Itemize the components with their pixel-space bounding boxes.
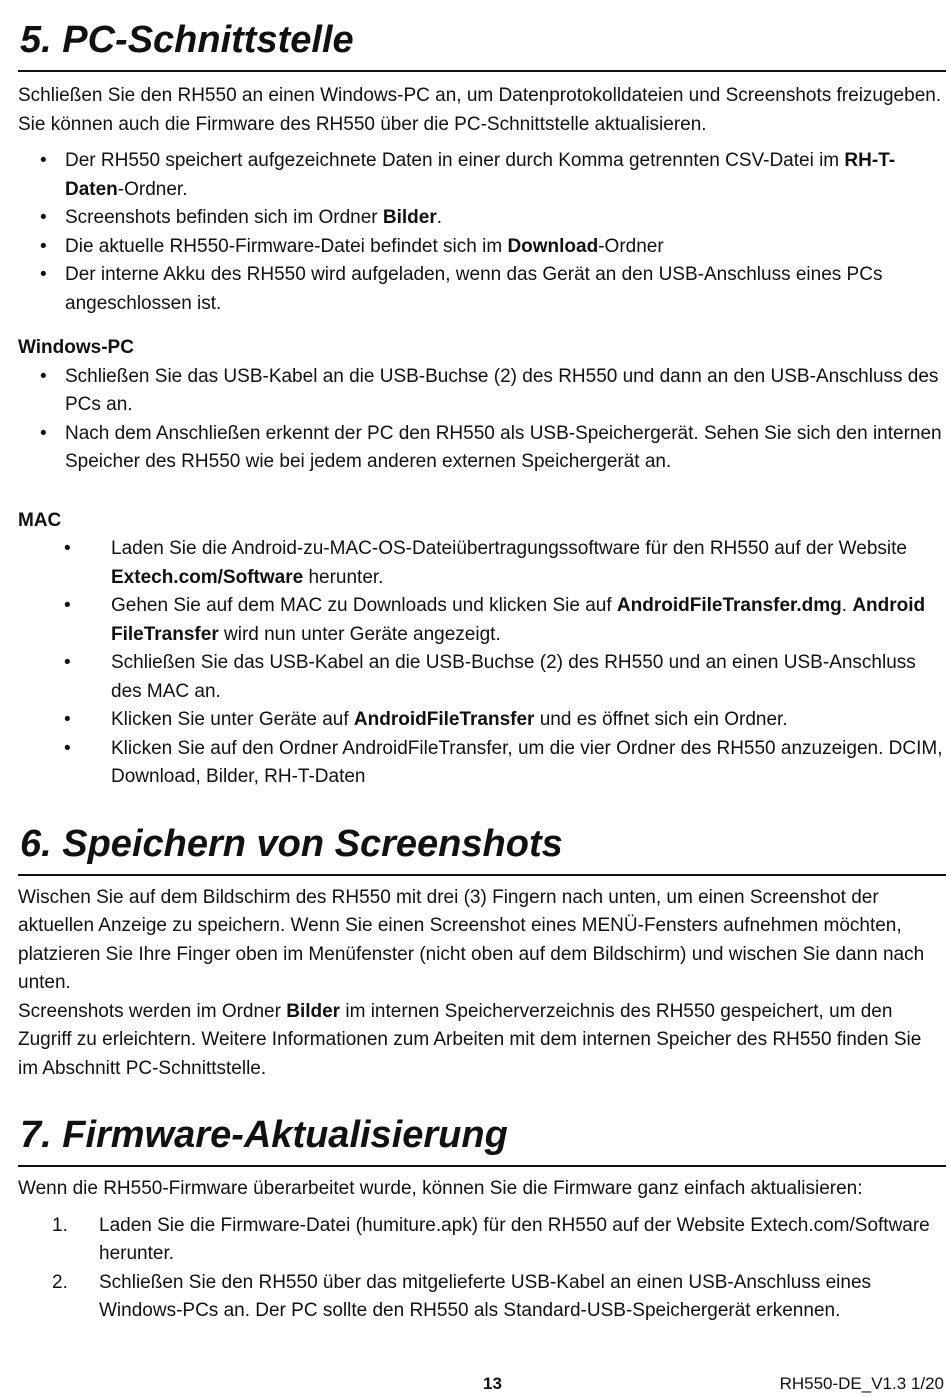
section-7-title: 7. Firmware-Aktualisierung <box>18 1109 946 1167</box>
list-item: • Gehen Sie auf dem MAC zu Downloads und klicken Sie auf AndroidFileTransfer.dmg. Android FileTransfer wird nun unter Geräte angezeigt. <box>18 592 946 649</box>
list-item: • Klicken Sie auf den Ordner AndroidFileTransfer, um die vier Ordner des RH550 anzuzeigen. DCIM, Download, Bilder, RH-T-Daten <box>18 735 946 792</box>
list-item: • Die aktuelle RH550-Firmware-Datei befindet sich im Download-Ordner <box>18 233 946 262</box>
section-6-paragraph-2: Screenshots werden im Ordner Bilder im internen Speicherverzeichnis des RH550 gespeichert, um den Zugriff zu erleichtern. Weitere Informationen zum Arbeiten mit dem internen Speicher des RH550 finden Sie im Abschnitt PC-Schnittstelle. <box>18 1000 922 1079</box>
list-item: • Screenshots befinden sich im Ordner Bilder. <box>18 204 946 233</box>
list-item: 1. Laden Sie die Firmware-Datei (humiture.apk) für den RH550 auf der Website Extech.com/Software herunter. <box>18 1212 946 1269</box>
section-6-title: 6. Speichern von Screenshots <box>18 818 946 876</box>
list-item: 2. Schließen Sie den RH550 über das mitgelieferte USB-Kabel an einen USB-Anschluss eines Windows-PCs an. Der PC sollte den RH550 als Standard-USB-Speichergerät erkennen. <box>18 1269 946 1326</box>
list-item: • Der interne Akku des RH550 wird aufgeladen, wenn das Gerät an den USB-Anschluss eines PCs angeschlossen ist. <box>18 261 946 318</box>
windows-bullet-list <box>18 363 946 477</box>
mac-bullet-list <box>18 535 946 792</box>
list-item: • Schließen Sie das USB-Kabel an die USB-Buchse (2) des RH550 und an einen USB-Anschluss des MAC an. <box>18 649 946 706</box>
step-number: 2. <box>52 1271 68 1293</box>
list-item: • Laden Sie die Android-zu-MAC-OS-Dateiübertragungssoftware für den RH550 auf der Website Extech.com/Software herunter. <box>18 535 946 592</box>
mac-heading: MAC <box>18 509 62 531</box>
list-item: • Der RH550 speichert aufgezeichnete Daten in einer durch Komma getrennten CSV-Datei im RH-T-Daten-Ordner. <box>18 147 946 204</box>
windows-pc-heading: Windows-PC <box>18 337 134 358</box>
section-5-title: 5. PC-Schnittstelle <box>18 14 946 72</box>
step-number: 1. <box>52 1214 68 1236</box>
firmware-steps-list <box>18 1212 946 1326</box>
page-footer <box>0 1372 950 1396</box>
section-7-intro: Wenn die RH550-Firmware überarbeitet wurde, können Sie die Firmware ganz einfach aktualisieren: <box>18 1178 863 1199</box>
list-item: • Schließen Sie das USB-Kabel an die USB-Buchse (2) des RH550 und dann an den USB-Anschluss des PCs an. <box>18 363 946 420</box>
page-number: 13 <box>483 1374 502 1393</box>
list-item: • Nach dem Anschließen erkennt der PC den RH550 als USB-Speichergerät. Sehen Sie sich den internen Speicher des RH550 wie bei jedem anderen externen Speichergerät an. <box>18 420 946 477</box>
document-id: RH550-DE_V1.3 1/20 <box>779 1374 944 1393</box>
section-6-paragraph-1: Wischen Sie auf dem Bildschirm des RH550 mit drei (3) Fingern nach unten, um einen Screenshot der aktuellen Anzeige zu speichern. Wenn Sie einen Screenshot eines MENÜ-Fensters aufnehmen möchten, platzieren Sie Ihre Finger oben im Menüfenster (nicht oben auf dem Bildschirm) und wischen Sie dann nach unten. <box>18 886 925 993</box>
document-page <box>18 14 946 1326</box>
section-5-bullet-list <box>18 147 946 318</box>
list-item: • Klicken Sie unter Geräte auf AndroidFileTransfer und es öffnet sich ein Ordner. <box>18 706 946 735</box>
section-5-intro: Schließen Sie den RH550 an einen Windows-PC an, um Datenprotokolldateien und Screenshots freizugeben. Sie können auch die Firmware des RH550 über die PC-Schnittstelle aktualisieren. <box>18 85 942 135</box>
